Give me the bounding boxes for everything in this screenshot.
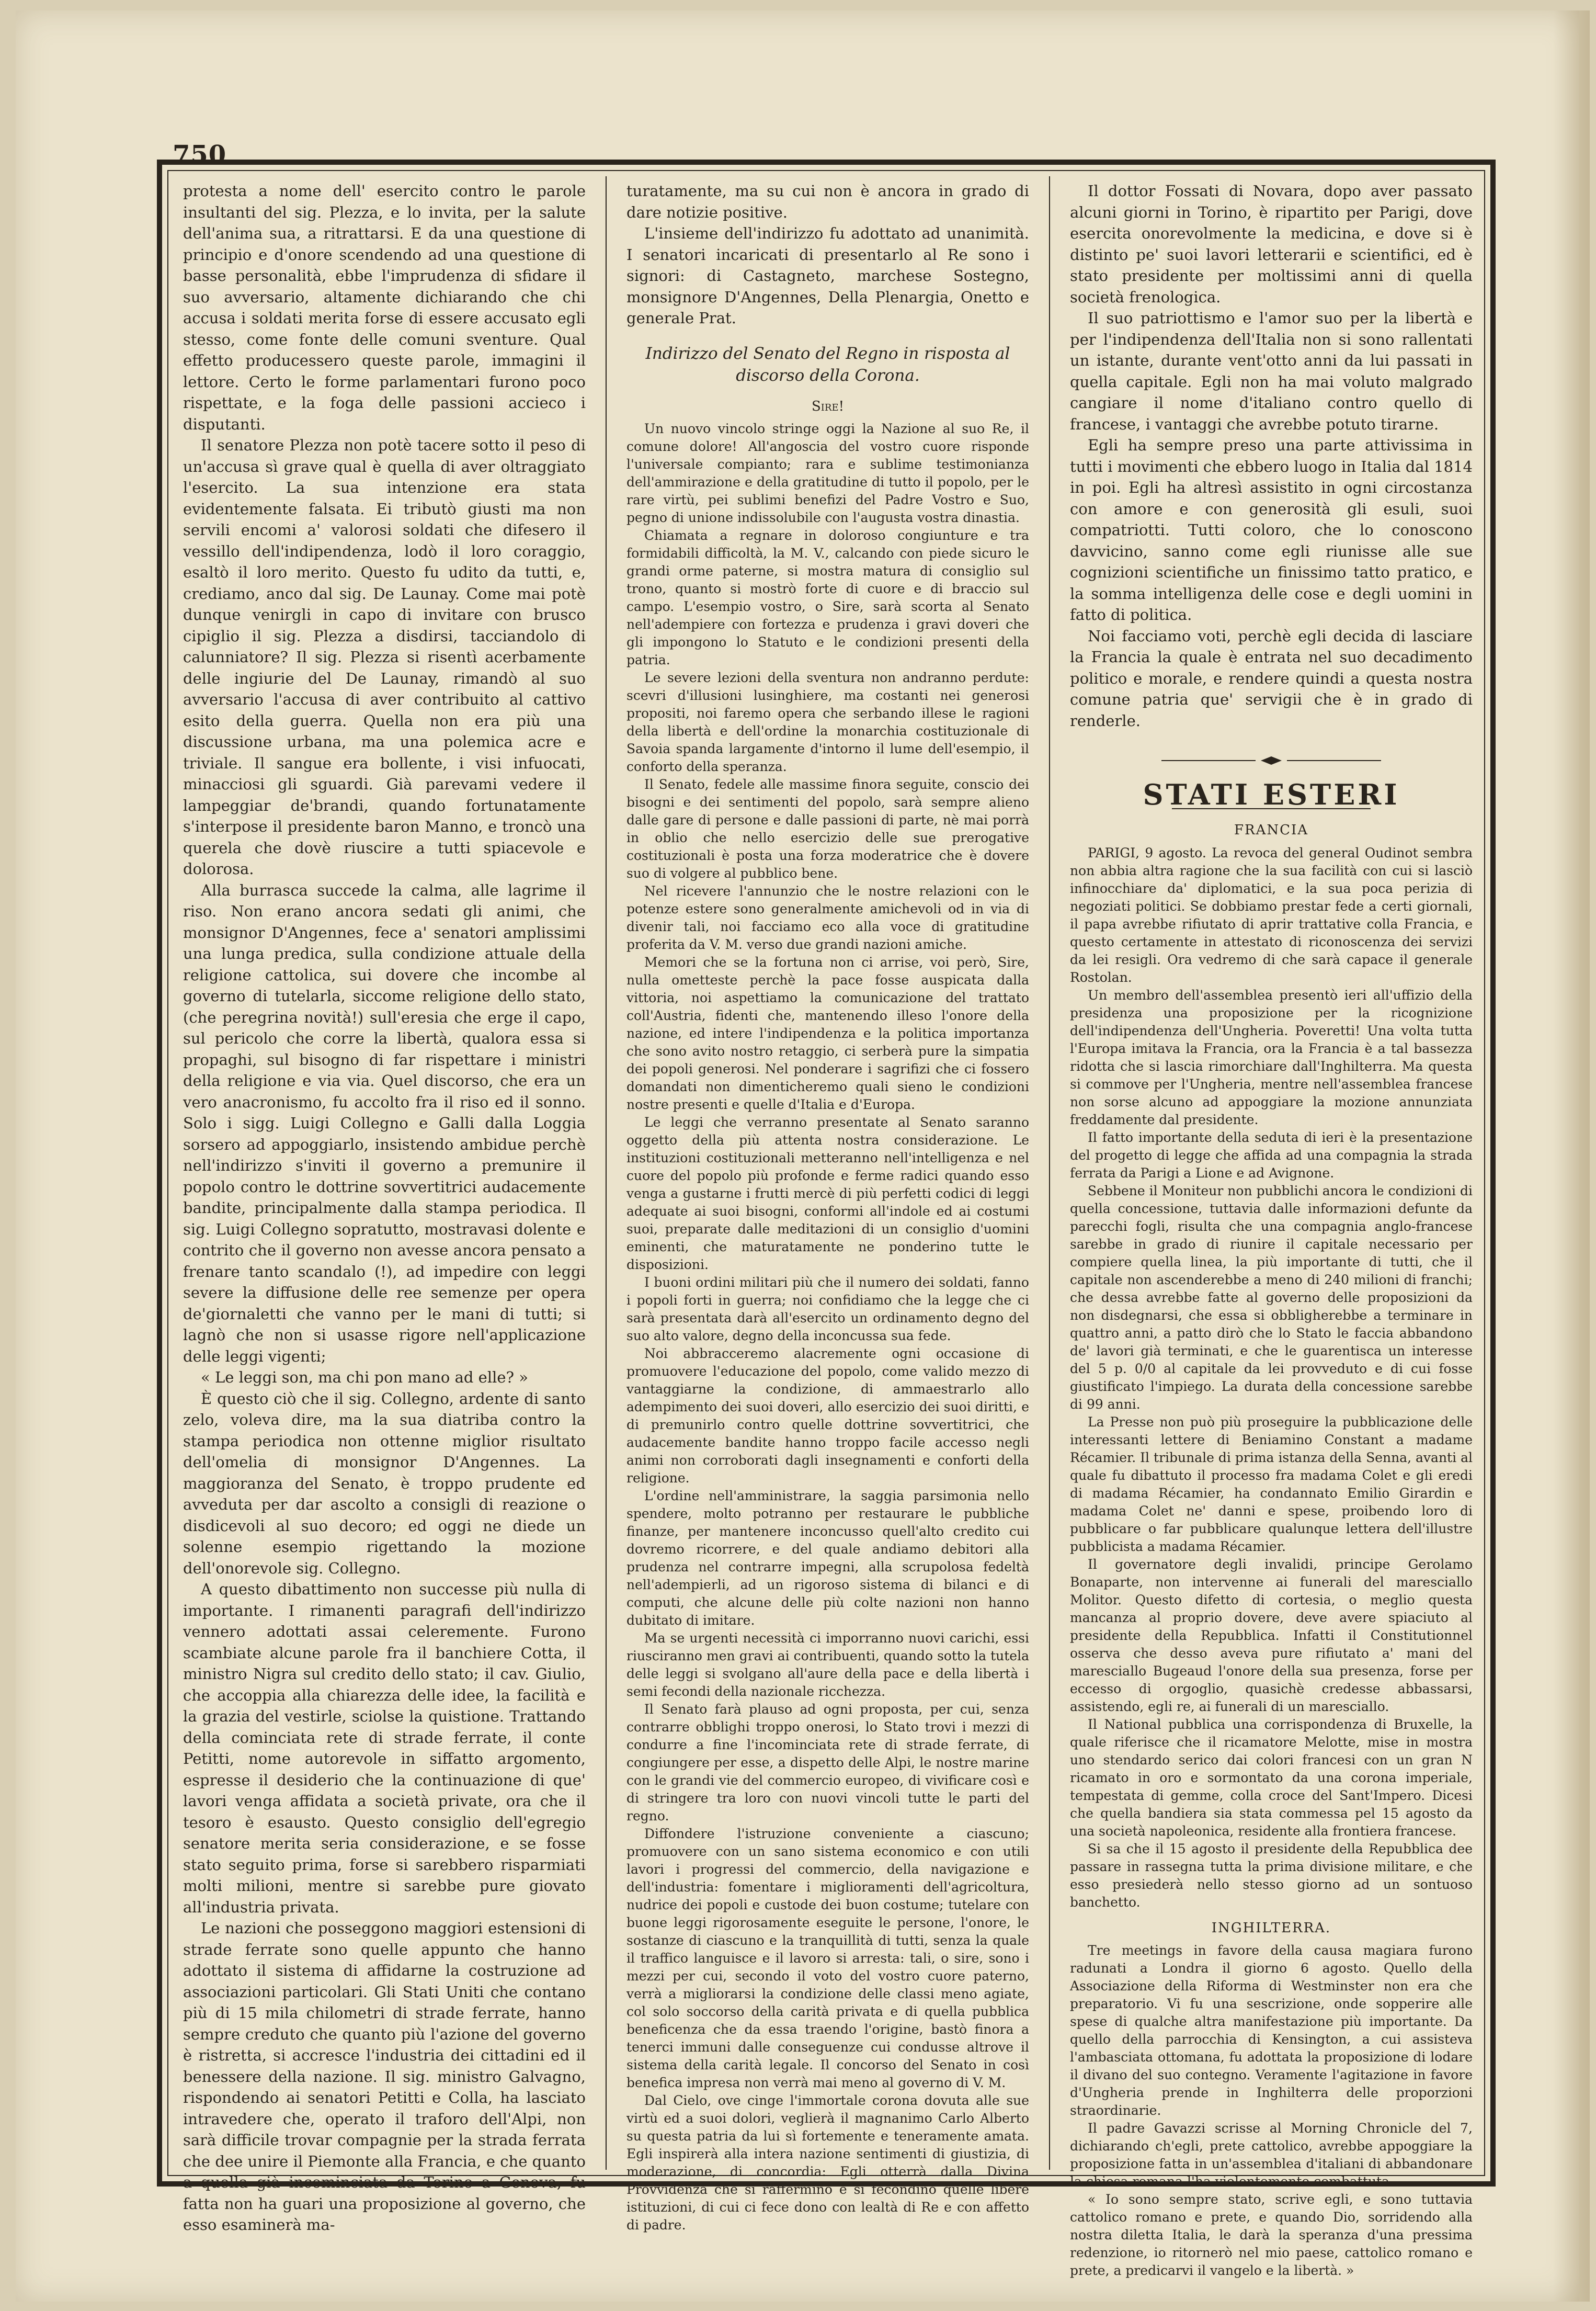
address-body bbox=[626, 420, 1029, 2234]
column-3 bbox=[1070, 180, 1473, 2278]
paragraph: Le nazioni che posseggono maggiori estensioni di strade ferrate sono quelle appunto che hanno adottato il sistema di affidarne la costruzione ad associazioni particolari. Gli Stati Uniti che contano più di 15 mila chilometri di strade ferrate, hanno sempre creduto che quanto più l'azione del governo è ristretta, si accresce l'industria dei cittadini ed il benessere della nazione. Il sig. ministro Galvagno, rispondendo ai senatori Petitti e Colla, ha lasciato intravedere che, operato il traforo dell'Alpi, non sarà difficile trovar compagnie per la strada ferrata che dee unire il Piemonte alla Francia, e che quanto a quella già incominciata da Torino a Genova, fu fatta non ha guari una proposizione al governo, che esso esaminerà ma- bbox=[183, 1919, 586, 2234]
paragraph: Egli ha sempre preso una parte attivissima in tutti i movimenti che ebbero luogo in Italia dal 1814 in poi. Egli ha altresì assistito in ogni circostanza con amore e con generosità gli esuli, suoi compatriotti. Tutti coloro, che lo conoscono davvicino, sanno come egli riunisse alle sue cognizioni scientifiche un finissimo tatto pratico, e la somma intelligenza delle cose e degli uomini in fatto di politica. bbox=[1070, 436, 1473, 624]
inghilterra-news bbox=[1070, 1942, 1473, 2280]
paragraph: Noi facciamo voti, perchè egli decida di lasciare la Francia la quale è entrata nel suo decadimento politico e morale, e rendere quindi a questa nostra comune patria que' servigii che è in grado di renderle. bbox=[1070, 627, 1473, 730]
verse-quote: « Le leggi son, ma chi pon mano ad elle? » bbox=[201, 1368, 529, 1386]
paragraph: « Io sono sempre stato, scrive egli, e sono tuttavia cattolico romano e prete, e quando Dio, sorridendo alla nostra diletta Italia, le darà la speranza d'una pressima redenzione, io ritornerò nel mio paese, cattolico romano e prete, a predicarvi il vangelo e la libertà. » bbox=[1070, 2192, 1473, 2278]
column-frame bbox=[157, 160, 1496, 2278]
paragraph: Sebbene il Moniteur non pubblichi ancora le condizioni di quella concessione, tuttavia dalle informazioni defunte da parecchi fogli, risulta che una compagnia anglo-francese sarebbe in grado di riunire il capitale necessario per compiere quella linea, la più importante di tutti, che il capitale non ascenderebbe a meno di 240 milioni di franchi; che dessa avrebbe fatte al governo delle proposizioni da non disdegnarsi, che essa si obbligherebbe a terminare in quattro anni, a patto dirò che lo Stato le faccia abbandono de' lavori già terminati, e che le guarentisca un interesse del 5 p. 0/0 al capitale da lei provveduto e di cui fosse giustificato l'impiego. La durata della concessione sarebbe di 99 anni. bbox=[1070, 1183, 1473, 1412]
paragraph: Noi abbracceremo alacremente ogni occasione di promuovere l'educazione del popolo, come valido mezzo di vantaggiarne la condizione, di ammaestrarlo allo adempimento dei suoi doveri, allo esercizio dei suoi diritti, e di premunirlo contro quelle dottrine sovvertitrici, che audacemente bandite hanno troppo facile accesso negli animi non corroborati dagli insegnamenti e conforti della religione. bbox=[626, 1346, 1029, 1486]
subsection-title: FRANCIA bbox=[1234, 822, 1309, 838]
paragraph: A questo dibattimento non successe più nulla di importante. I rimanenti paragrafi dell'indirizzo vennero adottati assai celeremente. Furono scambiate alcune parole fra il banchiere Cotta, il ministro Nigra sul credito dello stato; il cav. Giulio, che accoppia alla chiarezza delle idee, la facilità e la grazia del vestirle, sciolse la quistione. Trattando della cominciata rete di strade ferrate, il conte Petitti, nome autorevole in siffatto argomento, espresse il desiderio che la continuazione di que' lavori venga affidata a società private, ora che il tesoro è esausto. Questo consiglio dell'egregio senatore merita seria considerazione, e se fosse stato seguito prima, forse si sarebbero risparmiati molti milioni, mentre si sarebbe pure giovato all'industria privata. bbox=[183, 1580, 586, 1916]
section-title: STATI ESTERI bbox=[1143, 777, 1400, 811]
address-heading: Indirizzo del Senato del Regno in risposta al discorso della Corona. bbox=[645, 344, 1010, 385]
paragraph: Il senatore Plezza non potè tacere sotto il peso di un'accusa sì grave qual è quella di aver oltraggiato l'esercito. La sua intenzione era stata evidentemente falsata. Ei tributò giusti ma non servili encomi a' valorosi soldati che difesero il vessillo dell'indipendenza, lodò il loro coraggio, esaltò il loro merito. Questo fu udito da tutti, e, crediamo, anco dal sig. De Launay. Come mai potè dunque venirgli in capo di invitare con brusco cipiglio il sig. Plezza a disdirsi, tacciandolo di calunniatore? Il sig. Plezza si risentì acerbamente delle ingiurie del De Launay, rimandò al suo avversario l'accusa di aver contribuito al cattivo esito della guerra. Quella non era più una discussione urbana, ma una polemica acre e triviale. Il sangue era bollente, i visi infuocati, minacciosi gli sguardi. Già parevami vedere il lampeggiar de'brandi, quando fortunatamente s'interpose il presidente baron Manno, e troncò una querela che dovè riuscire a tutti spiacevole e dolorosa. bbox=[183, 436, 586, 878]
paragraph: Ma se urgenti necessità ci imporranno nuovi carichi, essi riusciranno men gravi ai contribuenti, quando sotto la tutela delle leggi si svolgano all'aure della pace e della libertà i semi fecondi della nazionale ricchezza. bbox=[626, 1630, 1029, 1699]
paragraph: È questo ciò che il sig. Collegno, ardente di santo zelo, voleva dire, ma la sua diatriba contro la stampa periodica non ottenne miglior risultato dell'omelia di monsignor D'Angennes. La maggioranza del Senato, è troppo prudente ed avveduta per dar ascolto a consigli di reazione o disdicevoli al suo decoro; ed oggi ne diede un solenne esempio rigettando la mozione dell'onorevole sig. Collegno. bbox=[183, 1389, 586, 1577]
paragraph: Alla burrasca succede la calma, alle lagrime il riso. Non erano ancora sedati gli animi, che monsignor D'Angennes, fece a' senatori amplissimi una lunga predica, sulla condizione attuale della religione cattolica, sui dovere che incombe al governo di tutelarla, siccome religione dello stato, (che peregrina novità!) sull'eresia che erge il capo, sul pericolo che corre la libertà, qualora essa si propaghi, sul bisogno di far rispettare i ministri della religione e via via. Quel discorso, che era un vero anacronismo, fu accolto fra il riso ed il sonno. Solo i sigg. Luigi Collegno e Galli dalla Loggia sorsero ad appoggiarlo, insistendo ambidue perchè nell'indirizzo s'inviti il governo a premunire il popolo contro le dottrine sovvertitrici audacemente bandite, principalmente dalla stampa periodica. Il sig. Luigi Collegno sopratutto, mostravasi dolente e contrito che il governo non avesse ancora pensato a frenare tanto scandalo (!), ad impedire con leggi severe la diffusione delle ree semenze per opera de'giornaletti che vanno per le mani di tutti; si lagnò che non si usasse rigore nell'applicazione delle leggi vigenti; bbox=[183, 881, 586, 1365]
column-1 bbox=[183, 180, 586, 2234]
paragraph: Le severe lezioni della sventura non andranno perdute: scevri d'illusioni lusinghiere, ma costanti nei generosi propositi, noi faremo opera che serbando illese le ragioni della libertà e dell'ordine la monarchia costituzionale di Savoia spanda largamente d'intorno il lume dell'esempio, il conforto della speranza. bbox=[626, 670, 1029, 774]
ornament-rule-icon bbox=[1161, 755, 1381, 766]
paragraph: I buoni ordini militari più che il numero dei soldati, fanno i popoli forti in guerra; noi confidiamo che la legge che ci sarà presentata darà all'esercito un ordinamento degno del suo alto valore, degno della inconcussa sua fede. bbox=[626, 1275, 1029, 1343]
paragraph: Il Senato farà plauso ad ogni proposta, per cui, senza contrarre obblighi troppo onerosi, lo Stato trovi i mezzi di condurre a fine l'incominciata rete di strade ferrate, di congiungere per esse, a dispetto delle Alpi, le nostre marine con le grandi vie del commercio europeo, di vivificare così e di stringere tra loro con nuovi vincoli tutte le parti del regno. bbox=[626, 1702, 1029, 1823]
paragraph: Dal Cielo, ove cinge l'immortale corona dovuta alle sue virtù ed a suoi dolori, veglierà il magnanimo Carlo Alberto su questa patria da lui sì fortemente e teneramente amata. Egli inspirerà alla intera nazione sentimenti di giustizia, di moderazione, di concordia: Egli otterrà dalla Divina Provvidenza che si raffermino e si fecondino quelle libere istituzioni, di cui ci fece dono con lealtà di Re e con affetto di padre. bbox=[626, 2093, 1029, 2233]
paragraph: turatamente, ma su cui non è ancora in grado di dare notizie positive. bbox=[626, 182, 1029, 221]
paragraph: Un nuovo vincolo stringe oggi la Nazione al suo Re, il comune dolore! All'angoscia del vostro cuore risponde l'universale compianto; rara e sublime testimonianza dell'ammirazione e della gratitudine di tutto il popolo, per le rare virtù, pei sublimi benefizi del Padre Vostro e Suo, pegno di unione indissolubile con l'augusta vostra dinastia. bbox=[626, 421, 1029, 525]
francia-news bbox=[1070, 844, 1473, 1911]
page-edge-shadow bbox=[1553, 10, 1590, 2302]
paragraph: Il dottor Fossati di Novara, dopo aver passato alcuni giorni in Torino, è ripartito per Parigi, dove esercita onorevolmente la medicina, e dove si è distinto pe' suoi lavori letterarii e scientifici, ed è stato presidente per moltissimi anni di quella società frenologica. bbox=[1070, 182, 1473, 306]
paragraph: Un membro dell'assemblea presentò ieri all'uffizio della presidenza una proposizione per la ricognizione dell'indipendenza dell'Ungheria. Poveretti! Una volta tutta l'Europa imitava la Francia, ora la Francia è a tal bassezza ridotta che si lascia rimorchiare dall'Inghilterra. Ma questa si commove per l'Ungheria, mentre nell'assemblea francese non sorse alcuno ad appoggiare la mozione annunziata freddamente dal presidente. bbox=[1070, 987, 1473, 1127]
paragraph: Nel ricevere l'annunzio che le nostre relazioni con le potenze estere sono generalmente amichevoli od in via di divenir tali, noi facciamo eco alla voce di gratitudine proferita da V. M. verso due grandi nazioni amiche. bbox=[626, 883, 1029, 952]
paragraph: L'insieme dell'indirizzo fu adottato ad unanimità. I senatori incaricati di presentarlo al Re sono i signori: di Castagneto, marchese Sostegno, monsignore D'Angennes, Della Plenargia, Onetto e generale Prat. bbox=[626, 224, 1029, 327]
paragraph: Il National pubblica una corrispondenza di Bruxelle, la quale riferisce che il ricamatore Melotte, mise in mostra uno stendardo serico dai colori francesi con un gran N ricamato in oro e sormontato da una corona imperiale, tempestata di gemme, colla croce del Sant'Impero. Dicesi che quella bandiera sia stata commessa pel 15 agosto da una società napoleonica, residente alla frontiera francese. bbox=[1070, 1716, 1473, 1839]
paragraph: PARIGI, 9 agosto. La revoca del general Oudinot sembra non abbia altra ragione che la sua facilità con cui si lasciò infinocchiare da' diplomatici, e la sua poca perizia di negoziati politici. Se dobbiamo prestar fede a certi giornali, il papa avrebbe rifiutato di aprir trattative colla Francia, e questo certamente in attestato di riconoscenza dei servizi da lei resigli. Ora vedremo di che sarà capace il generale Rostolan. bbox=[1070, 845, 1473, 985]
paragraph: Tre meetings in favore della causa magiara furono radunati a Londra il giorno 6 agosto. Quello della Associazione della Riforma di Westminster non era che preparatorio. Vi fu una sescrizione, onde sopperire alle spese di qualche altra manifestazione più importante. Da quello della parrocchia di Kensington, a cui assisteva l'ambasciata ottomana, fu adottata la proposizione di lodare il divano del suo contegno. Veramente l'agitazione in favore d'Ungheria prende in Inghilterra delle proporzioni straordinarie. bbox=[1070, 1943, 1473, 2118]
paragraph: Diffondere l'istruzione conveniente a ciascuno; promuovere con un sano sistema economico e con utili lavori i progressi del commercio, della navigazione e dell'industria: fomentare i miglioramenti dell'agricoltura, nudrice dei popoli e custode dei buon costume; tutelare con buone leggi rigorosamente eseguite le persone, l'onore, le sostanze di ciascuno e la tranquillità di tutti, senza la quale il traffico languisce e il lavoro si arresta: tali, o sire, sono i mezzi per cui, secondo il voto del vostro cuore paterno, verrà a migliorarsi la condizione delle classi meno agiate, col solo soccorso della carità privata e di quella pubblica beneficenza che da essa traendo l'origine, bastò finora a tenerci immuni dalle conseguenze cui condusse altrove il sistema della carità legale. Il concorso del Senato in così benefica impresa non verrà mai meno al governo di V. M. bbox=[626, 1826, 1029, 2090]
page-number: 750 bbox=[173, 140, 227, 169]
column-frame-inner bbox=[167, 170, 1485, 2278]
subsection-title: INGHILTERRA. bbox=[1211, 1920, 1331, 1936]
paragraph: Chiamata a regnare in doloroso congiunture e tra formidabili difficoltà, la M. V., calcando con piede sicuro le grandi orme paterne, si mostra matura di consiglio sul trono, quanto si mostrò forte di cuore e di braccio sul campo. L'esempio vostro, o Sire, sarà scorta al Senato nell'adempiere con fortezza e prudenza i gravi doveri che gli impongono lo Statuto e le condizioni presenti della patria. bbox=[626, 528, 1029, 667]
paragraph: La Presse non può più proseguire la pubblicazione delle interessanti lettere di Beniamino Constant a madame Récamier. Il tribunale di prima istanza della Senna, avanti al quale fu dibattuto il processo fra madama Colet e gli eredi di madama Récamier, ha condannato Emilio Girardin e madama Colet ne' danni e spese, proibendo loro di pubblicare o far pubblicare qualunque lettera dell'illustre pubblicista a madama Récamier. bbox=[1070, 1414, 1473, 1554]
paragraph: Si sa che il 15 agosto il presidente della Repubblica dee passare in rassegna tutta la prima divisione militare, e che esso presiederà nello stesso giorno ad un sontuoso banchetto. bbox=[1070, 1841, 1473, 1910]
paragraph: L'ordine nell'amministrare, la saggia parsimonia nello spendere, molto potranno per restaurare le pubbliche finanze, per mantenere inconcusso quell'alto credito cui dovremo ricorrere, e del quale andiamo debitori alla prudenza nel contrarre impegni, alla scrupolosa fedeltà nell'adempierli, ad un rigoroso sistema di bilanci e di computi, che alcune delle più colte nazioni non hanno dubitato di imitare. bbox=[626, 1488, 1029, 1628]
paragraph: Il padre Gavazzi scrisse al Morning Chronicle del 7, dichiarando ch'egli, prete cattolico, avrebbe appoggiare la proposizione fatta in un'assemblea d'italiani di abbandonare la chiesa romana l'ha violentemente combattuta. bbox=[1070, 2121, 1473, 2189]
paragraph: Il Senato, fedele alle massime finora seguite, conscio dei bisogni e dei sentimenti del popolo, sarà sempre alieno dalle gare di persone e dalle passioni di parte, nè mai porrà in oblio che nello esercizio delle sue prerogative costituzionali è posta una forza moderatrice che è dovere suo di volgere al pubblico bene. bbox=[626, 777, 1029, 881]
column-2 bbox=[626, 180, 1029, 2233]
column-rule bbox=[1049, 176, 1050, 2170]
paragraph: Il fatto importante della seduta di ieri è la presentazione del progetto di legge che affida ad una compagnia la strada ferrata da Parigi a Lione e ad Avignone. bbox=[1070, 1129, 1473, 1181]
paragraph: Il governatore degli invalidi, principe Gerolamo Bonaparte, non intervenne ai funerali del maresciallo Molitor. Questo difetto di cortesia, o meglio questa mancanza al proprio dovere, deve avere spiaciuto al presidente della Repubblica. Infatti il Constitutionnel osserva che desso aveva pure rifiutato a' mani del maresciallo Bugeaud l'onore della sua presenza, forse per eccesso di orgoglio, quasichè credesse abbassarsi, assistendo, egli re, ai funerali di un maresciallo. bbox=[1070, 1556, 1473, 1714]
column-rule bbox=[606, 176, 607, 2170]
paragraph: Memori che se la fortuna non ci arrise, voi però, Sire, nulla ometteste perchè la pace fosse auspicata dalla vittoria, noi aspettiamo la comunicazione del trattato coll'Austria, fidenti che, mantenendo illeso l'onore della nazione, ed intere l'indipendenza e la politica importanza che sono avito nostro retaggio, ci serberà pure la simpatia dei popoli generosi. Nel ponderare i sagrifizi che ci fossero domandati non dimenticheremo quali sieno le condizioni nostre presenti e quelle d'Italia e d'Europa. bbox=[626, 955, 1029, 1112]
salutation: Sire! bbox=[811, 398, 845, 414]
paragraph: protesta a nome dell' esercito contro le parole insultanti del sig. Plezza, e lo invita, per la salute dell'anima sua, a ritrattarsi. E da una questione di principio e d'onore scendendo ad una questione di basse personalità, ebbe l'imprudenza di sfidare il suo avversario, altamente dichiarando che chi accusa i soldati merita forse di essere accusato egli stesso, come fonte delle comuni sventure. Qual effetto producessero queste parole, immagini il lettore. Certo le forme parlamentari furono poco rispettate, e la foga delle passioni accieco i disputanti. bbox=[183, 182, 586, 433]
paragraph: Il suo patriottismo e l'amor suo per la libertà e per l'indipendenza dell'Italia non si sono rallentati un istante, durante vent'otto anni da lui passati in quella capitale. Egli non ha mai voluto malgrado cangiare il nome d'italiano contro quello di francese, i vantaggi che avrebbe potuto tirarne. bbox=[1070, 309, 1473, 433]
paragraph: Le leggi che verranno presentate al Senato saranno oggetto della più attenta nostra considerazione. Le instituzioni costituzionali metteranno nell'intelligenza e nel cuore del popolo più profonde e ferme radici quando esso venga a gustarne i frutti mercè di più perfetti codici di leggi adequate ai suoi bisogni, conformi all'indole ed ai costumi suoi, preparate dalle meditazioni di un consiglio d'uomini eminenti, che maturatamente ne ponderino tutte le disposizioni. bbox=[626, 1115, 1029, 1272]
section-ornament bbox=[1070, 751, 1473, 773]
